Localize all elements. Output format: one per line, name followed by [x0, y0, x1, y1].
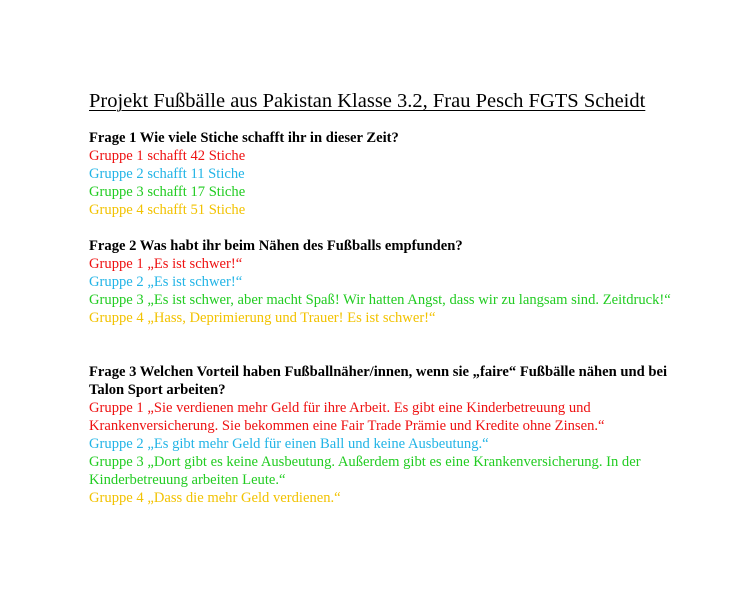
frage-3-question: Frage 3 Welchen Vorteil haben Fußballnäher/innen, wenn sie „faire“ Fußbälle nähen und bei Talon Sport arbeiten? [89, 364, 668, 398]
frage-2-answer-gruppe-3: Gruppe 3 „Es ist schwer, aber macht Spaß! Wir hatten Angst, dass wir zu langsam sind. Zeitdruck!“ [89, 292, 671, 308]
frage-2-answer-gruppe-2: Gruppe 2 „Es ist schwer!“ [89, 274, 243, 290]
frage-2-section [89, 237, 689, 327]
frage-1-answer-gruppe-3: Gruppe 3 schafft 17 Stiche [89, 184, 246, 200]
frage-1-answer-gruppe-4: Gruppe 4 schafft 51 Stiche [89, 202, 246, 218]
frage-3-answer-gruppe-1: Gruppe 1 „Sie verdienen mehr Geld für ihre Arbeit. Es gibt eine Kinderbetreuung und Krankenversicherung. Sie bekommen eine Fair Trade Prämie und Kredite ohne Zinsen.“ [89, 400, 605, 434]
frage-1-answer-gruppe-2: Gruppe 2 schafft 11 Stiche [89, 166, 245, 182]
frage-1-answer-gruppe-1: Gruppe 1 schafft 42 Stiche [89, 148, 246, 164]
frage-3-answer-gruppe-3: Gruppe 3 „Dort gibt es keine Ausbeutung. Außerdem gibt es eine Krankenversicherung. In der Kinderbetreuung arbeiten Leute.“ [89, 454, 641, 488]
frage-2-answer-gruppe-4: Gruppe 4 „Hass, Deprimierung und Trauer! Es ist schwer!“ [89, 310, 436, 326]
frage-3-section [89, 363, 689, 507]
frage-1-section [89, 129, 689, 219]
frage-3-answer-gruppe-4: Gruppe 4 „Dass die mehr Geld verdienen.“ [89, 490, 341, 506]
frage-2-answer-gruppe-1: Gruppe 1 „Es ist schwer!“ [89, 256, 243, 272]
frage-1-question: Frage 1 Wie viele Stiche schafft ihr in dieser Zeit? [89, 130, 399, 146]
frage-3-answer-gruppe-2: Gruppe 2 „Es gibt mehr Geld für einen Ball und keine Ausbeutung.“ [89, 436, 489, 452]
document-title: Projekt Fußbälle aus Pakistan Klasse 3.2, Frau Pesch FGTS Scheidt [89, 90, 646, 112]
document-page [89, 88, 689, 507]
frage-2-question: Frage 2 Was habt ihr beim Nähen des Fußballs empfunden? [89, 238, 463, 254]
